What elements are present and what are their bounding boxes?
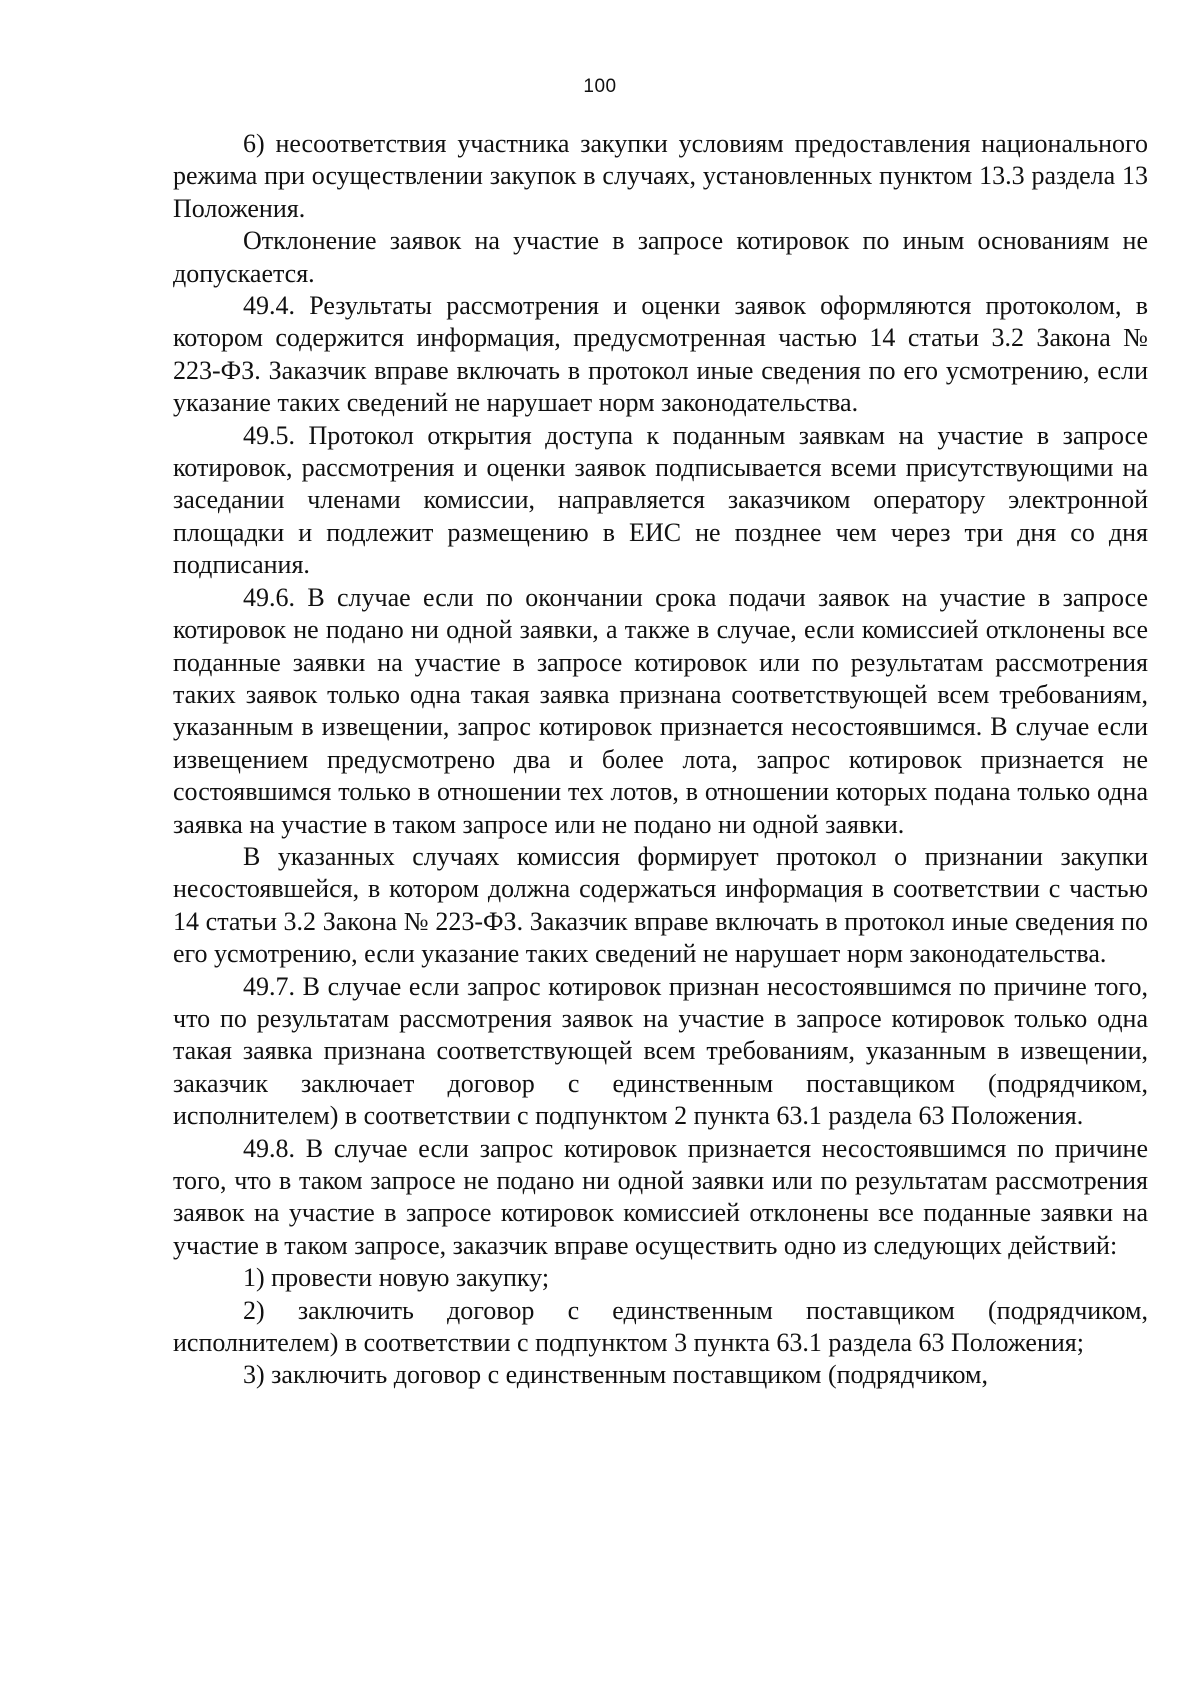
paragraph-49-5: 49.5. Протокол открытия доступа к поданным заявкам на участие в запросе котировок, рассмотрения и оценки заявок подписывается всеми присутствующими на заседании членами комиссии, направляется заказчиком оператору электронной площадки и подлежит размещению в ЕИС не позднее чем через три дня со дня подписания. (173, 420, 1148, 580)
paragraph-49-4: 49.4. Результаты рассмотрения и оценки заявок оформляются протоколом, в котором содержится информация, предусмотренная частью 14 статьи 3.2 Закона № 223-ФЗ. Заказчик вправе включать в протокол иные сведения по его усмотрению, если указание таких сведений не нарушает норм законодательства. (173, 291, 1148, 418)
paragraph-49-8: 49.8. В случае если запрос котировок признается несостоявшимся по причине того, что в таком запросе не подано ни одной заявки или по результатам рассмотрения заявок на участие в запросе котировок комиссией отклонены все поданные заявки на участие в таком запросе, заказчик вправе осуществить одно из следующих действий: (173, 1133, 1148, 1260)
paragraph-49-6-protocol: В указанных случаях комиссия формирует протокол о признании закупки несостоявшейся, в котором должна содержаться информация в соответствии с частью 14 статьи 3.2 Закона № 223-ФЗ. Заказчик вправе включать в протокол иные сведения по его усмотрению, если указание таких сведений не нарушает норм законодательства. (173, 841, 1148, 969)
paragraph-49-7: 49.7. В случае если запрос котировок признан несостоявшимся по причине того, что по результатам рассмотрения заявок на участие в запросе котировок только одна такая заявка признана соответствующей всем требованиям, указанным в извещении, заказчик заключает договор с единственным поставщиком (подрядчиком, исполнителем) в соответствии с подпунктом 2 пункта 63.1 раздела 63 Положения. (173, 971, 1148, 1131)
page-number: 100 (583, 76, 617, 97)
paragraph-49-6: 49.6. В случае если по окончании срока подачи заявок на участие в запросе котировок не подано ни одной заявки, а также в случае, если комиссией отклонены все поданные заявки на участие в запросе котировок или по результатам рассмотрения таких заявок только одна такая заявка признана соответствующей всем требованиям, указанным в извещении, запрос котировок признается несостоявшимся. В случае если извещением предусмотрено два и более лота, запрос котировок признается не состоявшимся только в отношении тех лотов, в отношении которых подана только одна заявка на участие в таком запросе или не подано ни одной заявки. (173, 582, 1148, 839)
paragraph-49-8-option-1: 1) провести новую закупку; (243, 1263, 550, 1293)
paragraph-49-8-option-3: 3) заключить договор с единственным поставщиком (подрядчиком, (243, 1360, 988, 1390)
document-body (173, 128, 1148, 1392)
paragraph-49-8-option-2: 2) заключить договор с единственным поставщиком (подрядчиком, исполнителем) в соответствии с подпунктом 3 пункта 63.1 раздела 63 Положения; (173, 1295, 1148, 1358)
paragraph-item-6: 6) несоответствия участника закупки условиям предоставления национального режима при осуществлении закупок в случаях, установленных пунктом 13.3 раздела 13 Положения. (173, 129, 1148, 223)
paragraph-rejection-note: Отклонение заявок на участие в запросе котировок по иным основаниям не допускается. (173, 226, 1148, 288)
